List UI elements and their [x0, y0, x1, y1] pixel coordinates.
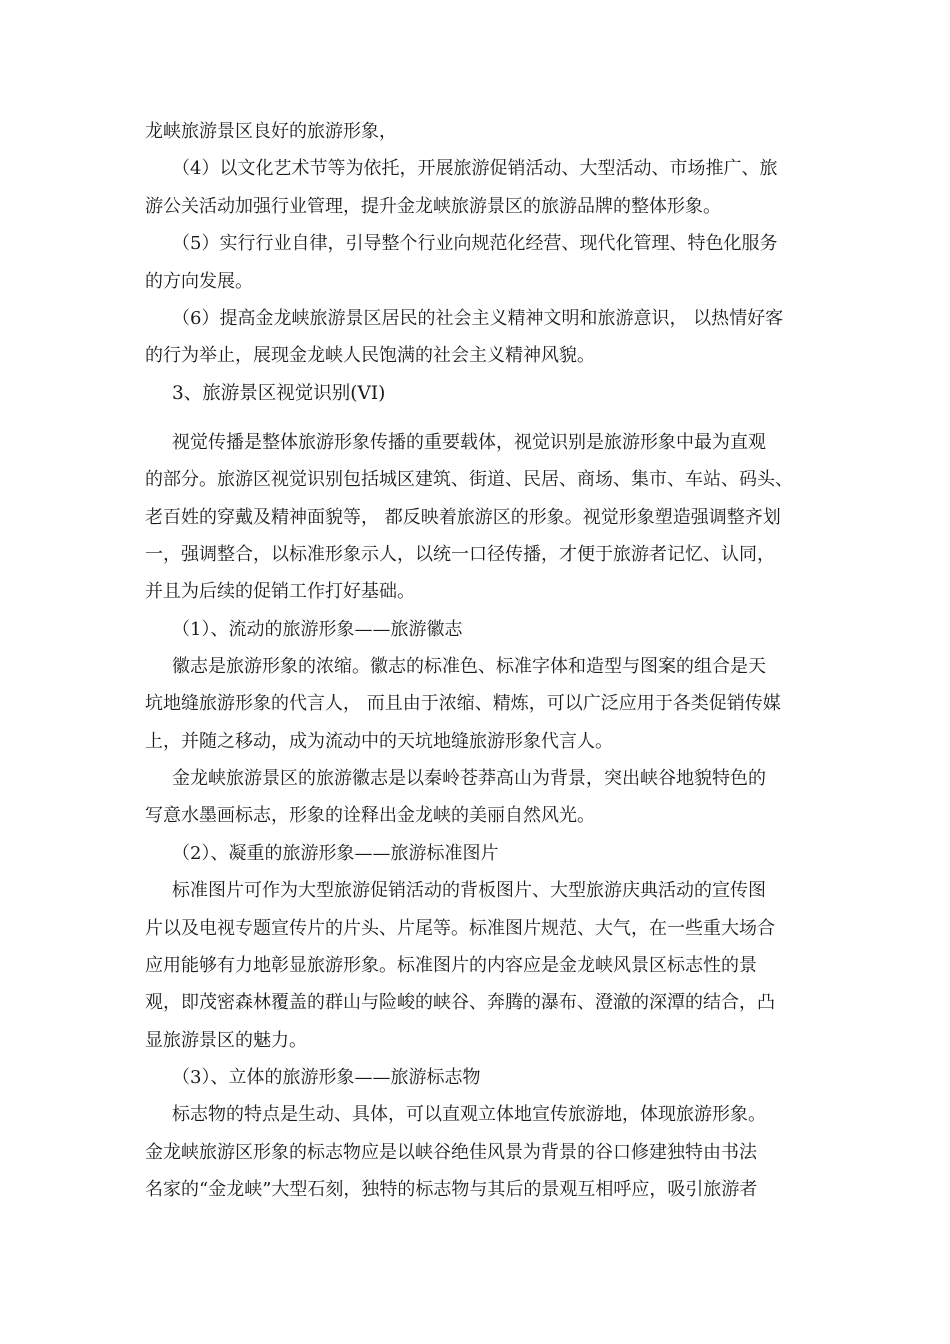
list-item-5: （5）实行行业自律，引导整个行业向规范化经营、现代化管理、特色化服务 — [172, 233, 778, 254]
text-line: 一，强调整合，以标准形象示人，以统一口径传播，才便于旅游者记忆、认同， — [145, 544, 775, 565]
text-line: 老百姓的穿戴及精神面貌等， 都反映着旅游区的形象。视觉形象塑造强调整齐划 — [145, 507, 781, 528]
text-line: 片以及电视专题宣传片的片头、片尾等。标准图片规范、大气，在一些重大场合 — [145, 918, 775, 939]
paragraph-start: 金龙峡旅游景区的旅游徽志是以秦岭苍莽高山为背景，突出峡谷地貌特色的 — [172, 768, 766, 789]
text-line: 的方向发展。 — [145, 271, 253, 292]
subheading-2: （2）、凝重的旅游形象——旅游标准图片 — [172, 843, 499, 864]
list-item-6: （6）提高金龙峡旅游景区居民的社会主义精神文明和旅游意识， 以热情好客 — [172, 308, 784, 329]
subheading-1: （1）、流动的旅游形象——旅游徽志 — [172, 619, 463, 640]
text-line: 应用能够有力地彰显旅游形象。标准图片的内容应是金龙峡风景区标志性的景 — [145, 955, 757, 976]
text-line: 金龙峡旅游区形象的标志物应是以峡谷绝佳风景为背景的谷口修建独特由书法 — [145, 1142, 757, 1163]
list-item-4: （4）以文化艺术节等为依托，开展旅游促销活动、大型活动、市场推广、旅 — [172, 158, 778, 179]
paragraph-start: 视觉传播是整体旅游形象传播的重要载体，视觉识别是旅游形象中最为直观 — [172, 432, 766, 453]
text-line: 的行为举止，展现金龙峡人民饱满的社会主义精神风貌。 — [145, 345, 595, 366]
text-line: 龙峡旅游景区良好的旅游形象， — [145, 121, 397, 142]
text-line: 并且为后续的促销工作打好基础。 — [145, 581, 415, 602]
text-line: 游公关活动加强行业管理，提升金龙峡旅游景区的旅游品牌的整体形象。 — [145, 196, 721, 217]
section-heading: 3、旅游景区视觉识别(VI) — [172, 383, 386, 404]
subheading-3: （3）、立体的旅游形象——旅游标志物 — [172, 1067, 481, 1088]
text-line: 写意水墨画标志，形象的诠释出金龙峡的美丽自然风光。 — [145, 805, 595, 826]
text-line: 显旅游景区的魅力。 — [145, 1030, 307, 1051]
text-line: 名家的“金龙峡”大型石刻，独特的标志物与其后的景观互相呼应，吸引旅游者 — [145, 1179, 758, 1200]
paragraph-start: 徽志是旅游形象的浓缩。徽志的标准色、标准字体和造型与图案的组合是天 — [172, 656, 766, 677]
text-line: 的部分。旅游区视觉识别包括城区建筑、街道、民居、商场、集市、车站、码头、 — [145, 469, 793, 490]
text-line: 上，并随之移动，成为流动中的天坑地缝旅游形象代言人。 — [145, 731, 613, 752]
paragraph-start: 标志物的特点是生动、具体，可以直观立体地宣传旅游地，体现旅游形象。 — [172, 1104, 766, 1125]
text-line: 观，即茂密森林覆盖的群山与险峻的峡谷、奔腾的瀑布、澄澈的深潭的结合，凸 — [145, 992, 775, 1013]
paragraph-start: 标准图片可作为大型旅游促销活动的背板图片、大型旅游庆典活动的宣传图 — [172, 880, 766, 901]
text-line: 坑地缝旅游形象的代言人， 而且由于浓缩、精炼，可以广泛应用于各类促销传媒 — [145, 693, 781, 714]
